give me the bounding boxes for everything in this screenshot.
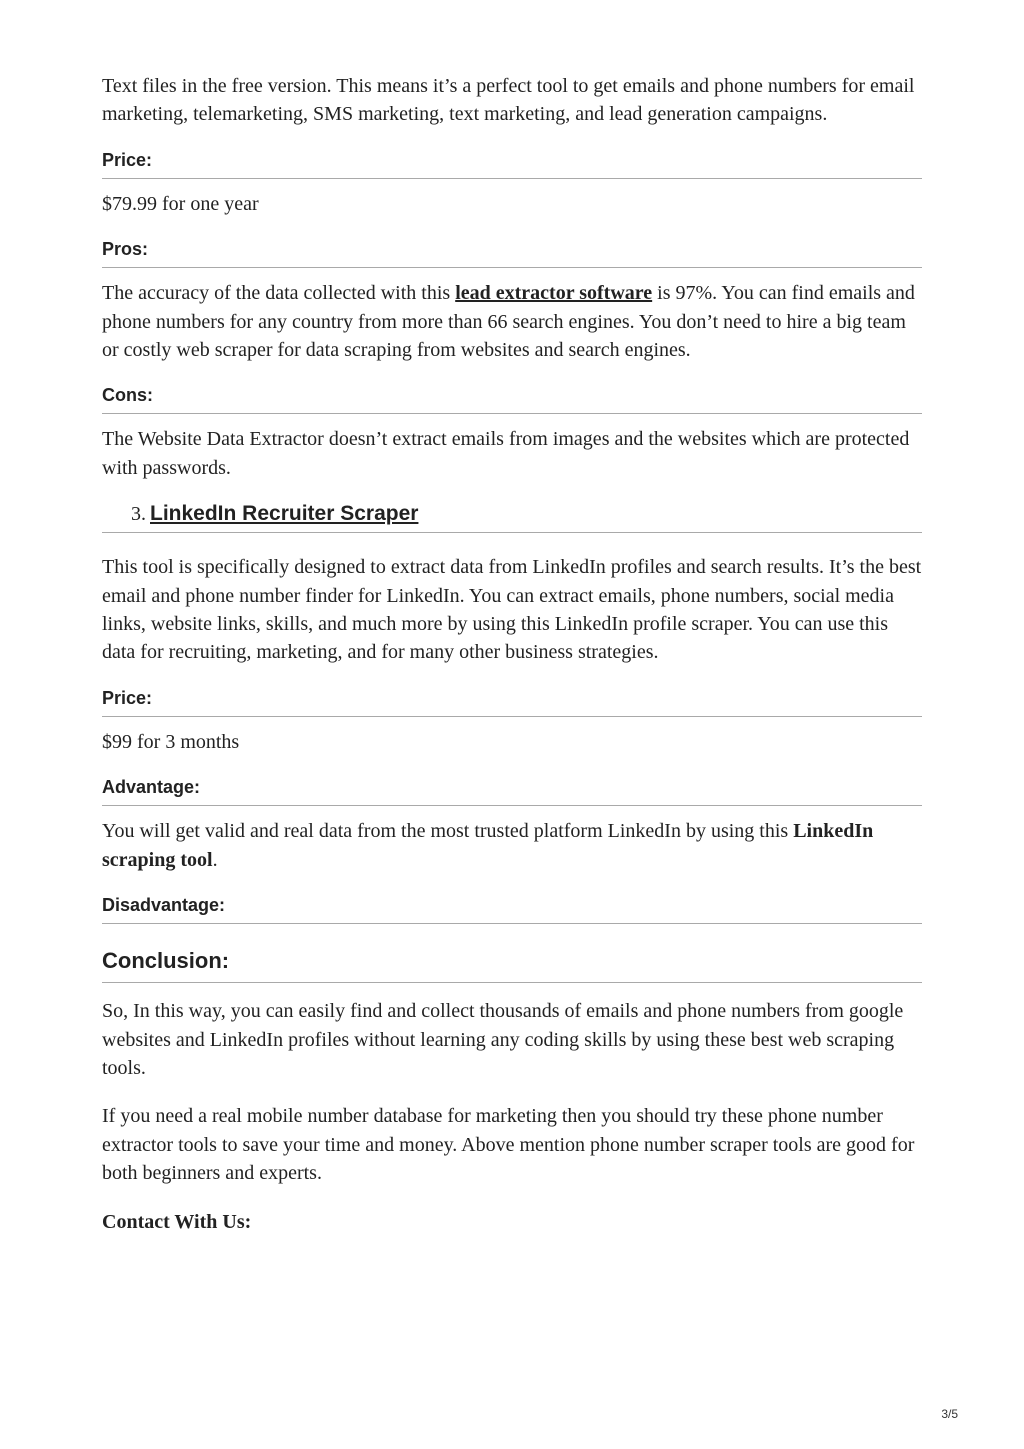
conclusion-paragraph-1: So, In this way, you can easily find and collect thousands of emails and phone numbers from google websites and LinkedIn profiles without learning any coding skills by using these best web scraping tools. (102, 1000, 904, 1079)
contact-heading: Contact With Us: (102, 1210, 252, 1233)
intro-paragraph: Text files in the free version. This means it’s a perfect tool to get emails and phone numbers for email marketing, telemarketing, SMS marketing, text marketing, and lead generation campaigns. (102, 75, 915, 126)
linkedin-scraper-description: This tool is specifically designed to extract data from LinkedIn profiles and search results. It’s the best email and phone number finder for LinkedIn. You can extract emails, phone numbers, social media links, website links, skills, and much more by using this LinkedIn profile scraper. You can use this data for recruiting, marketing, and for many other business strategies. (102, 556, 922, 664)
linkedin-scraping-tool-bold: LinkedIn scraping tool (102, 820, 874, 871)
advantage-paragraph (102, 817, 922, 874)
price-label: Price: (102, 687, 922, 717)
price-text: $99 for 3 months (102, 730, 240, 753)
page-number: 3/5 (941, 1407, 958, 1421)
advantage-text-end: . (212, 848, 218, 871)
pros-paragraph (102, 279, 922, 364)
list-number: 3. (131, 503, 146, 526)
tool-heading-linkedin-recruiter-scraper (102, 502, 922, 533)
cons-label: Cons: (102, 384, 922, 414)
conclusion-paragraph-2: If you need a real mobile number database for marketing then you should try these phone number extractor tools to save your time and money. Above mention phone number scraper tools are good for both beginners and experts. (102, 1105, 915, 1185)
pros-text-end: is 97%. You can find emails and phone numbers for any country from more than 66 search engines. You don’t need to hire a big team or costly web scraper for data scraping from websites and search engines. (102, 282, 915, 362)
document-page (102, 70, 922, 1236)
linkedin-recruiter-scraper-link[interactable]: LinkedIn Recruiter Scraper (150, 502, 419, 526)
cons-paragraph: The Website Data Extractor doesn’t extract emails from images and the websites which are protected with passwords. (102, 428, 910, 479)
price-label: Price: (102, 149, 922, 179)
price-text: $79.99 for one year (102, 192, 259, 215)
pros-text-start: The accuracy of the data collected with this (102, 282, 456, 305)
conclusion-heading: Conclusion: (102, 946, 922, 983)
advantage-label: Advantage: (102, 776, 922, 806)
disadvantage-label: Disadvantage: (102, 894, 922, 924)
advantage-text-start: You will get valid and real data from the most trusted platform LinkedIn by using this (102, 820, 794, 843)
lead-extractor-software-link[interactable]: lead extractor software (455, 282, 653, 305)
pros-label: Pros: (102, 238, 922, 268)
